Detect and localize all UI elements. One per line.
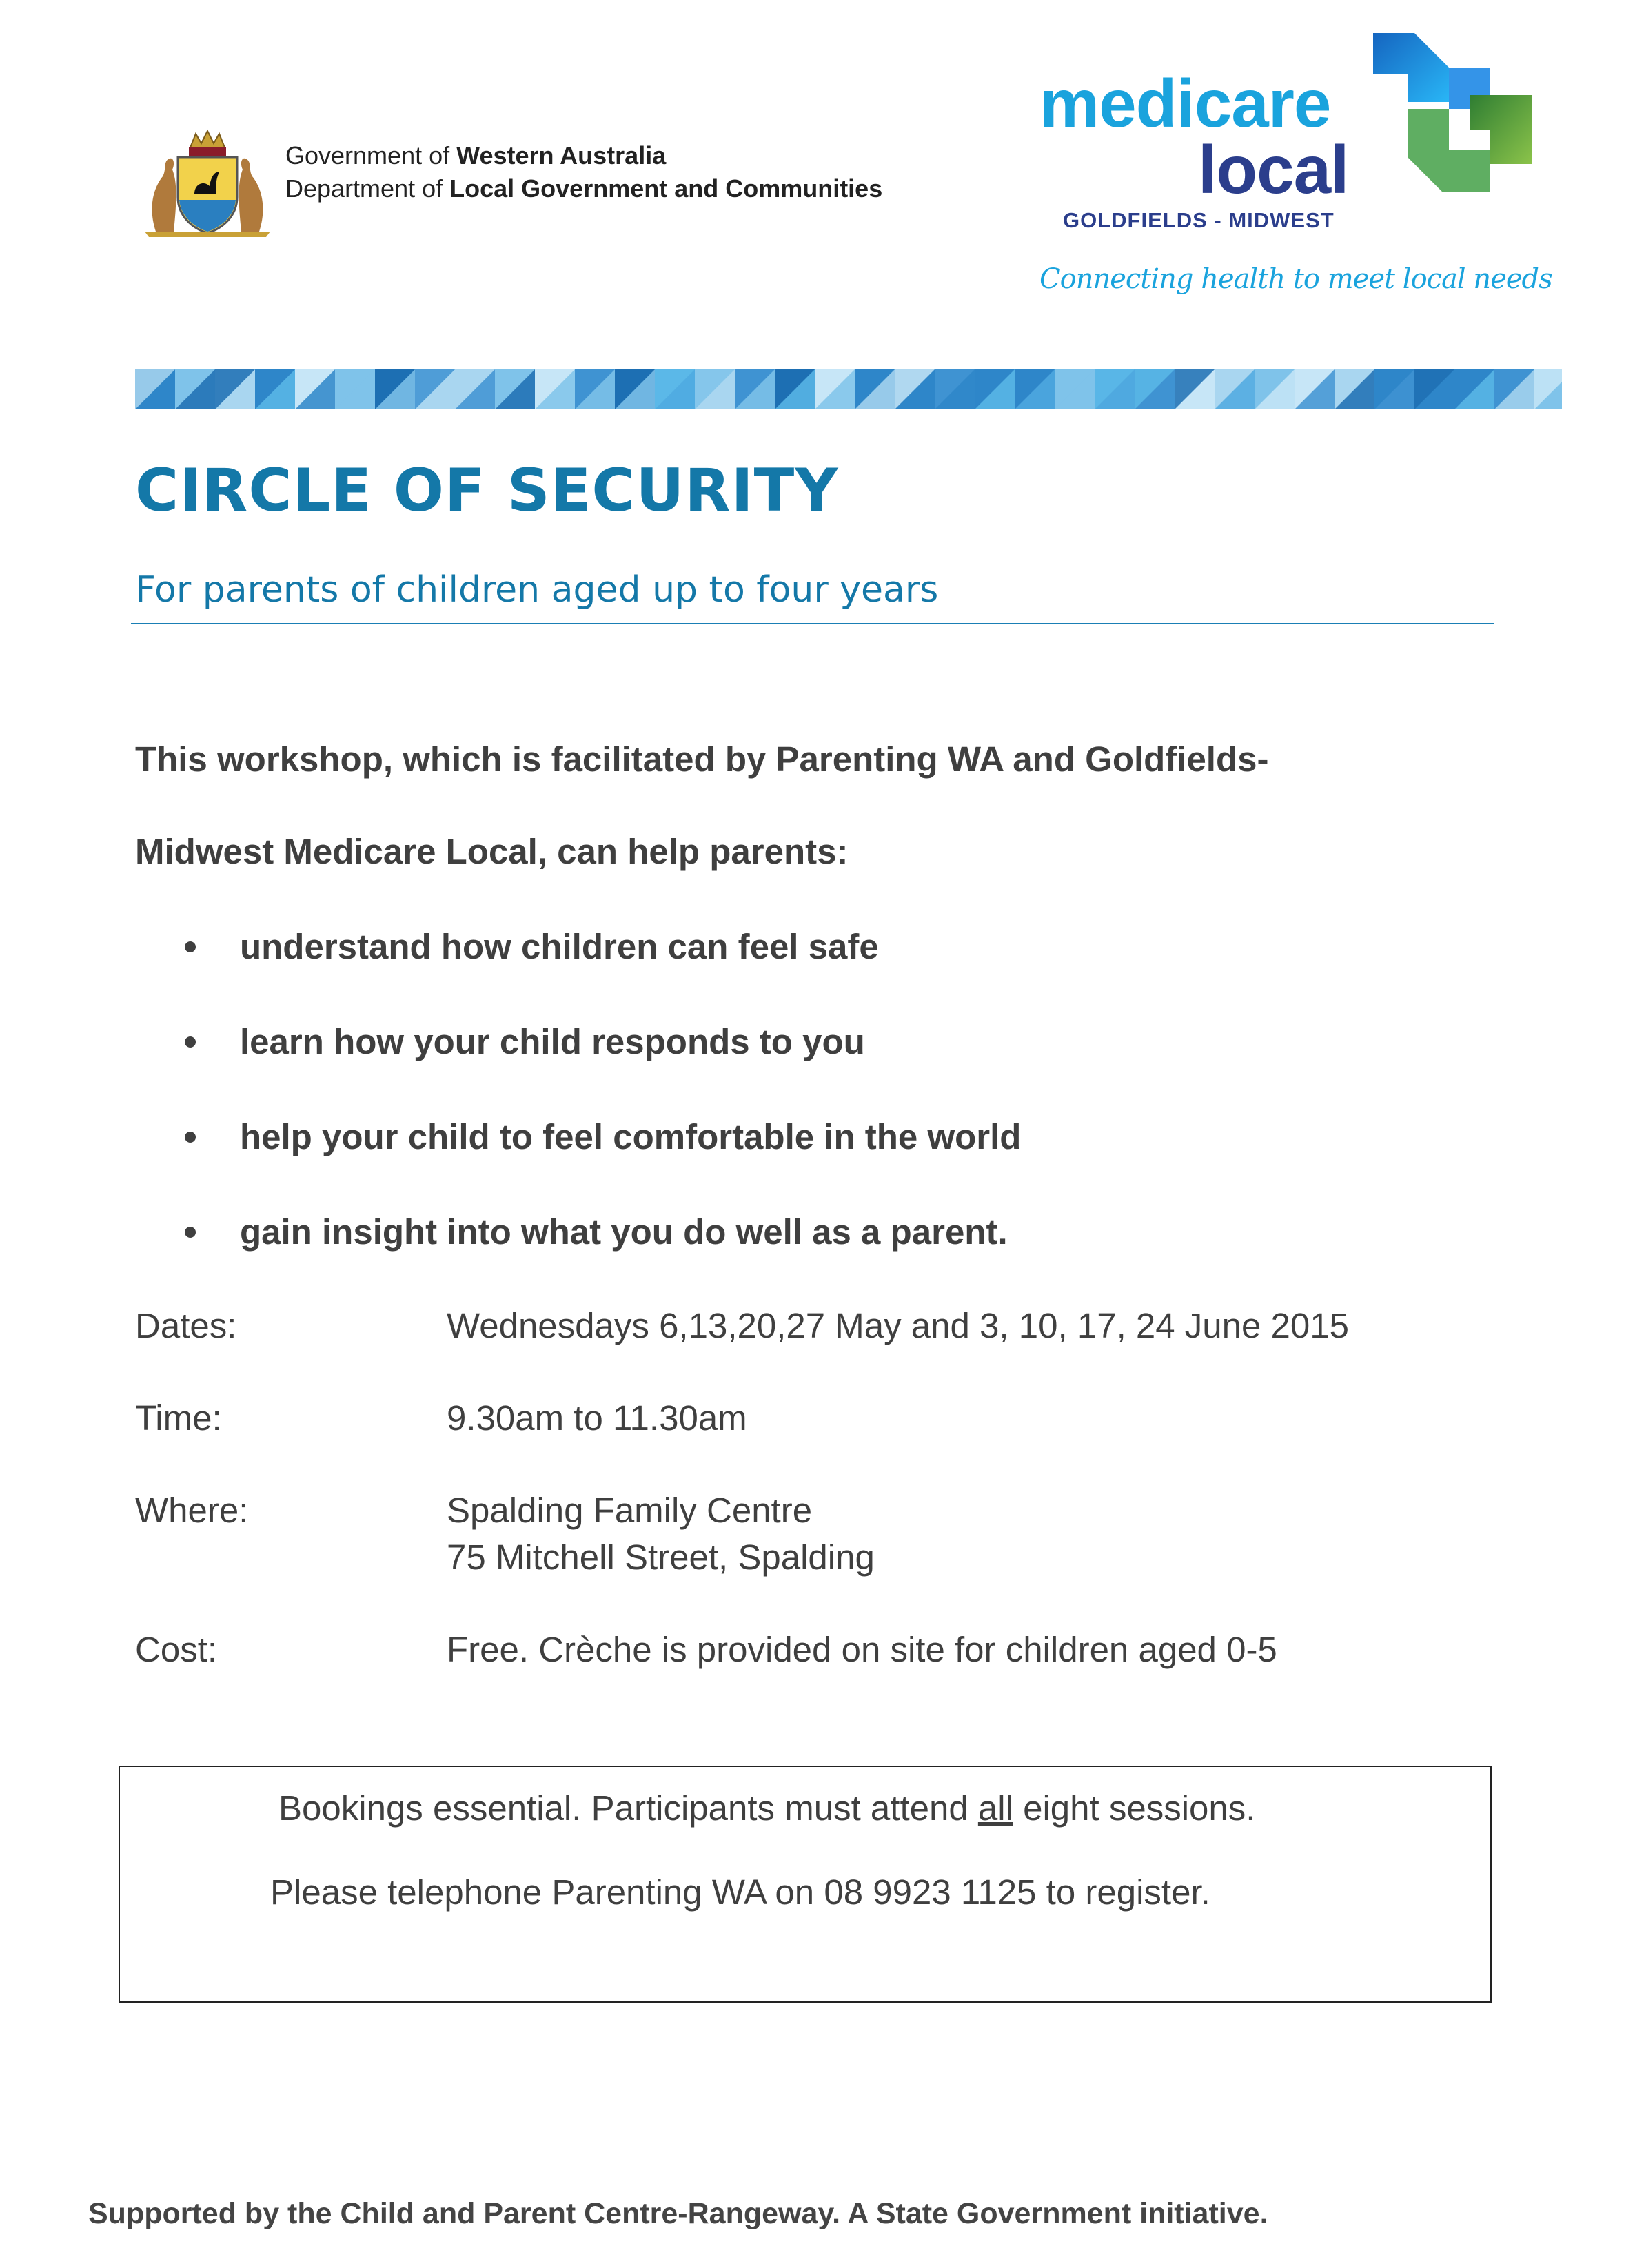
time-label: Time: [135,1398,222,1438]
gov-line1-prefix: Government of [285,141,457,170]
booking-line1-before: Bookings essential. Participants must attend [278,1788,978,1828]
page-title: CIRCLE OF SECURITY [135,456,839,525]
medicare-region-label: GOLDFIELDS - MIDWEST [1063,208,1335,232]
medicare-tagline: Connecting health to meet local needs [1039,263,1552,295]
booking-phone-instruction: Please telephone Parenting WA on 08 9923 1125 to register. [270,1872,1210,1912]
bullet-icon [185,1036,196,1048]
footer-support-note: Supported by the Child and Parent Centre-Rangeway. A State Government initiative. [88,2197,1268,2230]
bullet-icon [185,1132,196,1143]
medicare-logo-word-local: local [1198,132,1349,207]
benefit-text: understand how children can feel safe [240,927,879,966]
gov-line2-prefix: Department of [285,174,450,203]
cost-label: Cost: [135,1630,218,1669]
title-divider [131,623,1494,624]
government-wa-heading [285,139,882,205]
cost-value: Free. Crèche is provided on site for children aged 0-5 [447,1630,1277,1669]
time-value: 9.30am to 11.30am [447,1398,747,1438]
booking-line1-underlined: all [977,1788,1013,1828]
dates-value: Wednesdays 6,13,20,27 May and 3, 10, 17, 24 June 2015 [447,1306,1350,1345]
where-label: Where: [135,1491,249,1530]
benefit-text: gain insight into what you do well as a parent. [240,1212,1008,1252]
medicare-logo-word-medicare: medicare [1039,65,1331,141]
gov-line2-bold: Local Government and Communities [449,174,883,203]
medicare-cross-icon [1366,33,1539,198]
decorative-pattern-band [135,369,1562,409]
booking-requirement [278,1788,1255,1828]
dates-label: Dates: [135,1306,237,1345]
bullet-icon [185,1227,196,1238]
intro-line-1: This workshop, which is facilitated by Parenting WA and Goldfields- [135,739,1269,779]
page-subtitle: For parents of children aged up to four years [135,569,939,611]
benefit-text: help your child to feel comfortable in the world [240,1117,1022,1156]
booking-line1-after: eight sessions. [1013,1788,1256,1828]
wa-coat-of-arms-icon [135,128,280,237]
bullet-icon [185,941,196,952]
gov-line1-bold: Western Australia [456,141,667,170]
where-address: 75 Mitchell Street, Spalding [447,1537,875,1577]
where-venue: Spalding Family Centre [447,1491,813,1530]
benefit-text: learn how your child responds to you [240,1022,865,1061]
intro-line-2: Midwest Medicare Local, can help parents: [135,832,849,871]
